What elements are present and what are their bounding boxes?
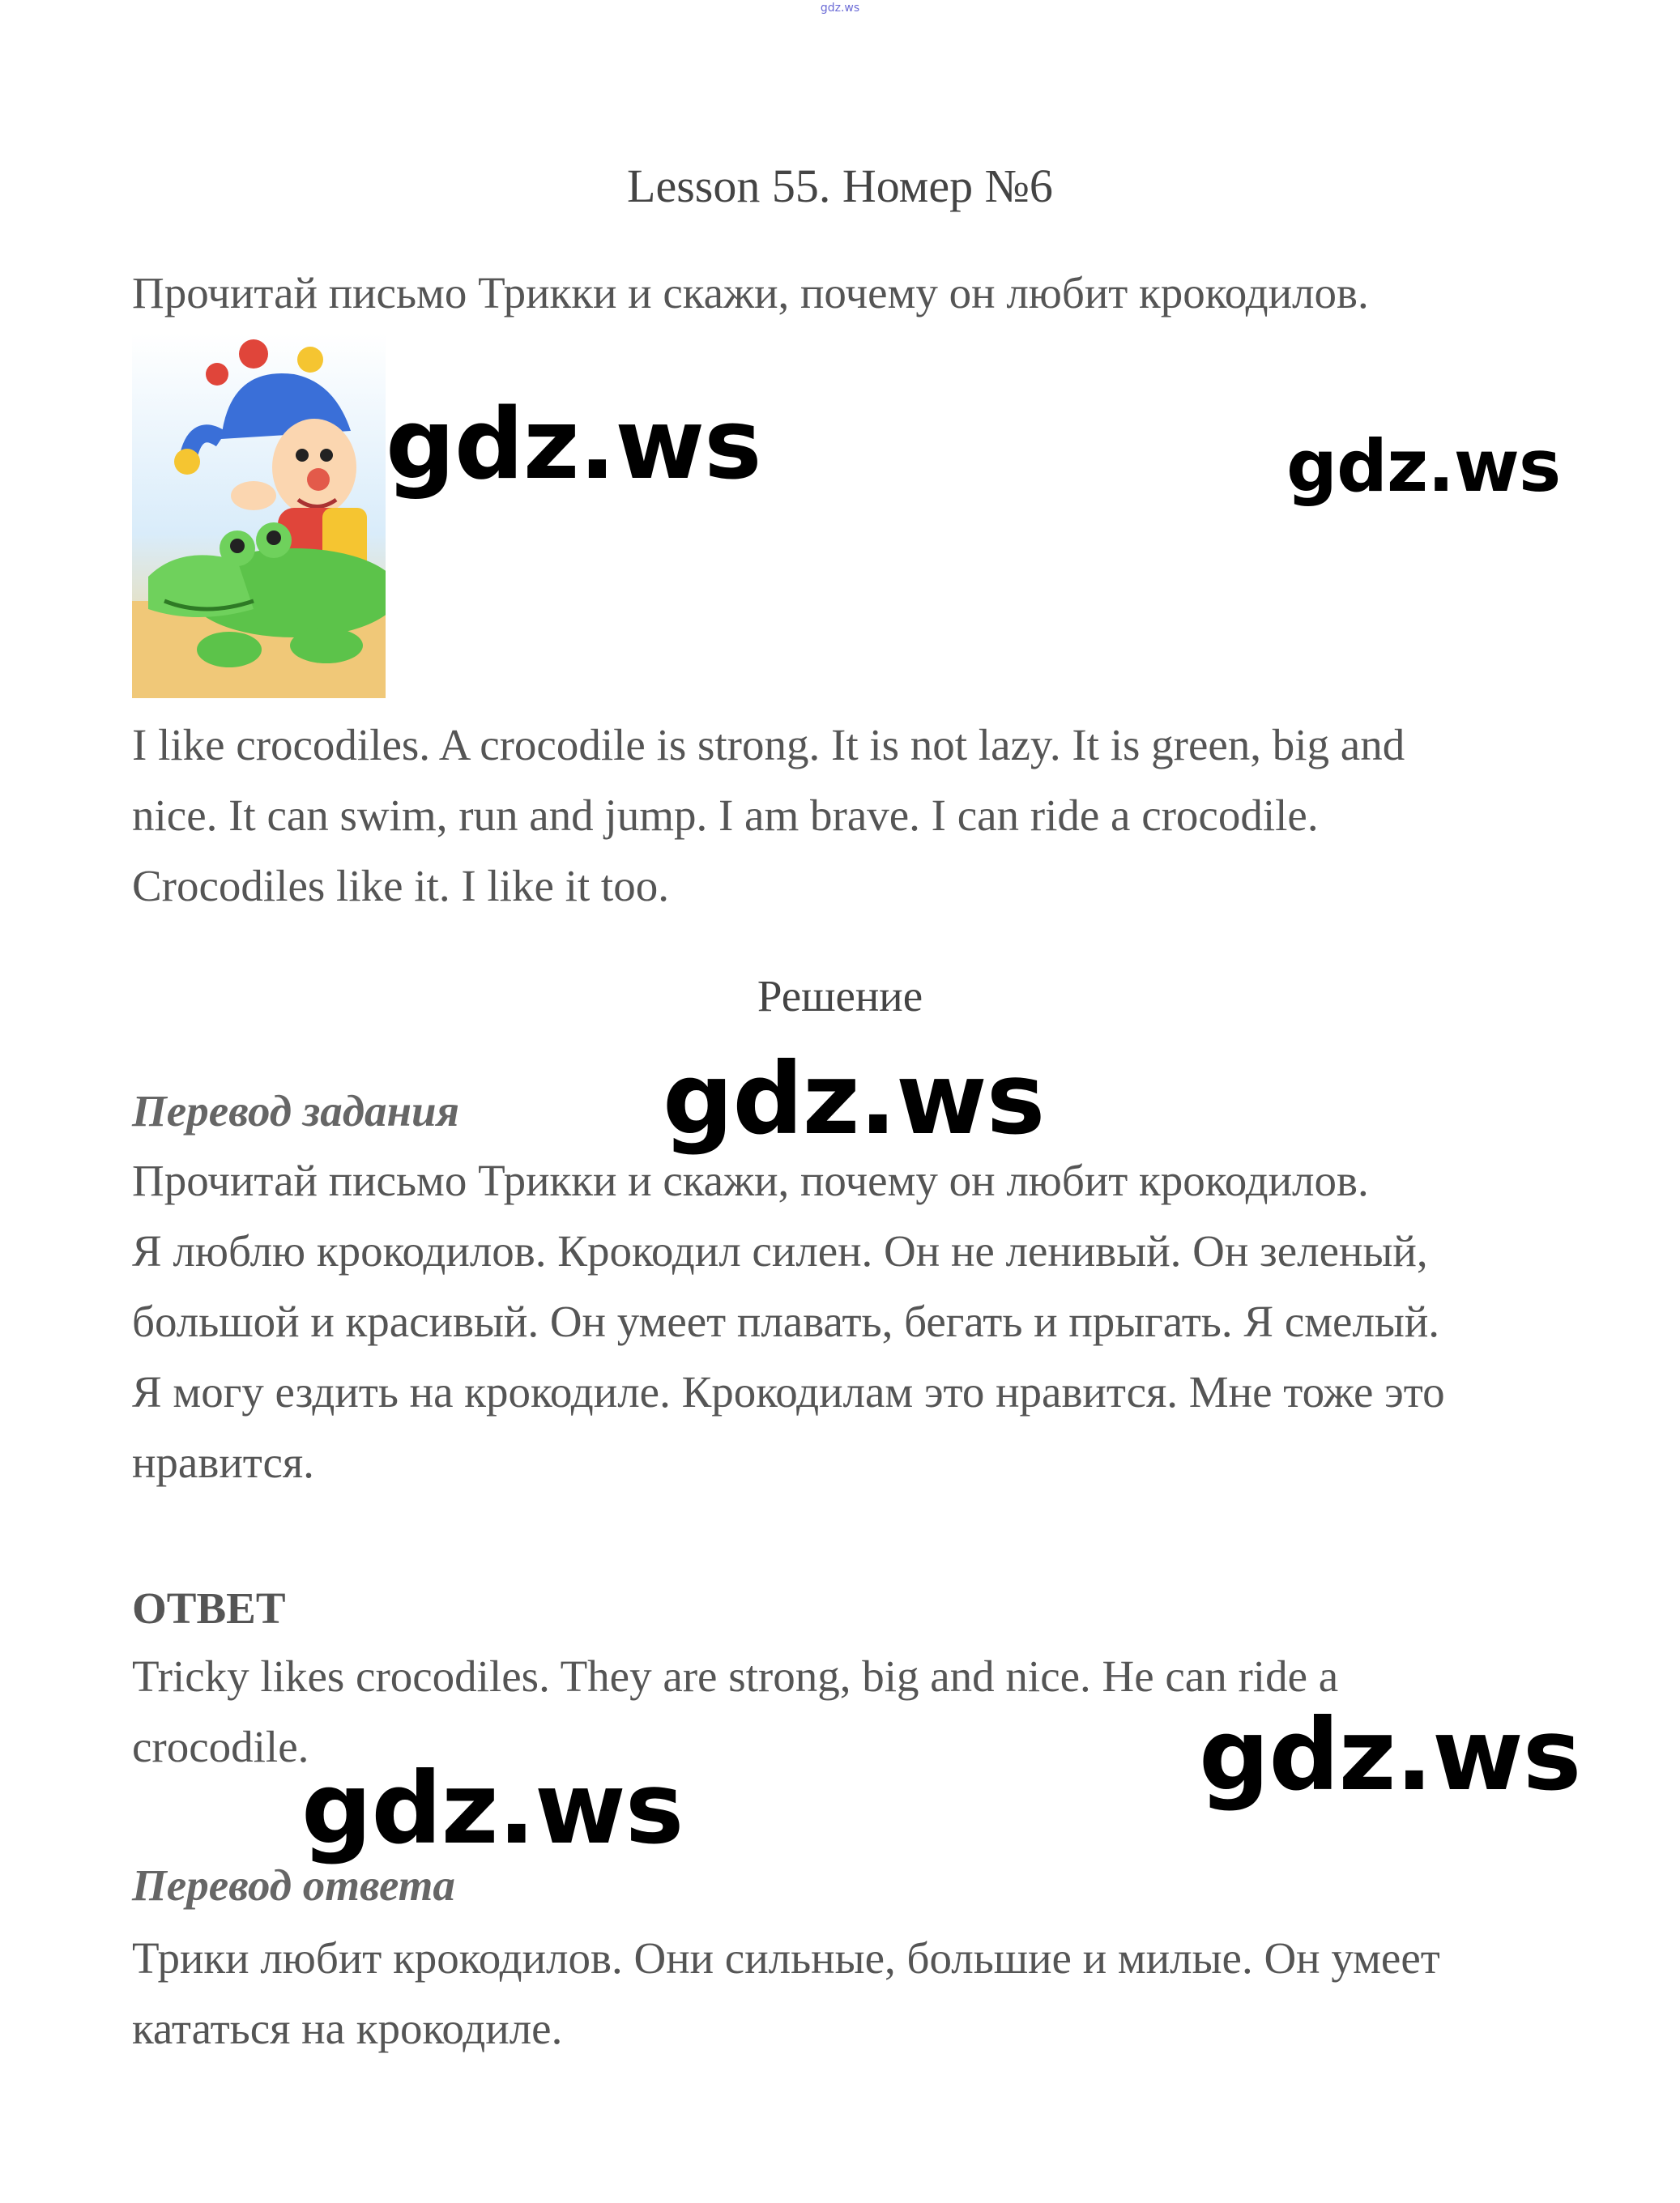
letter-text xyxy=(132,709,1582,921)
letter-line: Crocodiles like it. I like it too. xyxy=(132,861,669,910)
translation-line: нравится. xyxy=(132,1438,314,1487)
answer-translation-line: кататься на крокодиле. xyxy=(132,2004,563,2053)
answer-line: Tricky likes crocodiles. They are strong, big and nice. He can ride a xyxy=(132,1651,1339,1701)
translation-line: Прочитай письмо Трикки и скажи, почему он любит крокодилов. xyxy=(132,1156,1369,1205)
translation-text xyxy=(132,1145,1582,1498)
task-text: Прочитай письмо Трикки и скажи, почему он любит крокодилов. xyxy=(132,268,1369,317)
letter-line: I like crocodiles. A crocodile is strong. It is not lazy. It is green, big and xyxy=(132,720,1405,769)
translation-line: Я люблю крокодилов. Крокодил силен. Он не ленивый. Он зеленый, xyxy=(132,1226,1428,1276)
answer-translation-text xyxy=(132,1923,1582,2064)
page-title: Lesson 55. Номер №6 xyxy=(627,160,1053,212)
translation-heading: Перевод задания xyxy=(132,1086,459,1136)
watermark: gdz.ws xyxy=(1286,424,1561,508)
watermark: gdz.ws xyxy=(663,1042,1045,1157)
translation-line: большой и красивый. Он умеет плавать, бегать и прыгать. Я смелый. xyxy=(132,1297,1440,1346)
answer-line: crocodile. xyxy=(132,1722,309,1771)
watermark: gdz.ws xyxy=(386,389,761,501)
letter-line: nice. It can swim, run and jump. I am brave. I can ride a crocodile. xyxy=(132,790,1319,840)
answer-translation-line: Трики любит крокодилов. Они сильные, большие и милые. Он умеет xyxy=(132,1933,1440,1983)
watermark: gdz.ws xyxy=(301,1751,684,1866)
watermark: gdz.ws xyxy=(1199,1698,1581,1813)
solution-heading: Решение xyxy=(757,971,923,1021)
jester-on-crocodile-illustration xyxy=(132,334,386,698)
header-site-link[interactable]: gdz.ws xyxy=(820,2,860,15)
answer-heading: ОТВЕТ xyxy=(132,1583,286,1633)
translation-line: Я могу ездить на крокодиле. Крокодилам это нравится. Мне тоже это xyxy=(132,1367,1445,1417)
answer-translation-heading: Перевод ответа xyxy=(132,1860,455,1910)
